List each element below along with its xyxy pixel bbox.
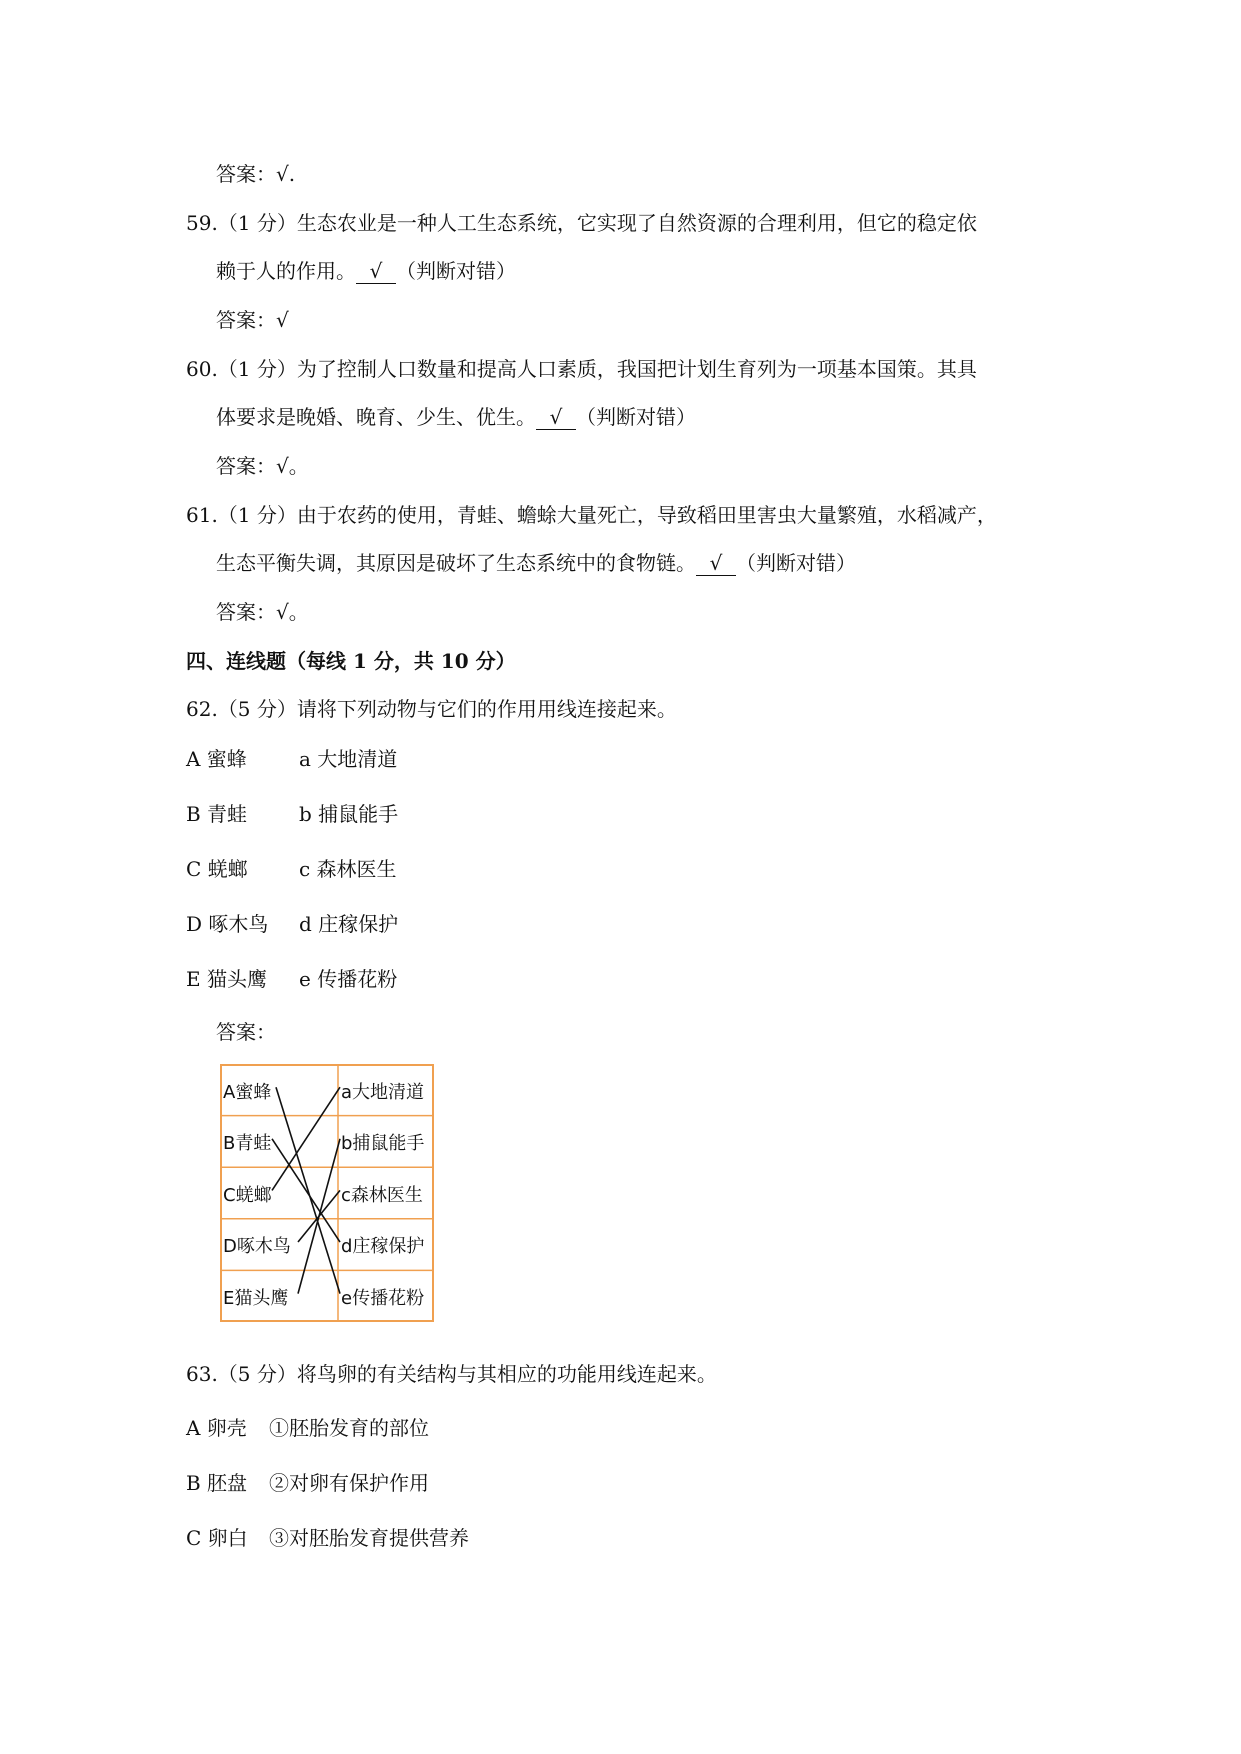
table-left-cell: E猫头鹰: [223, 1288, 289, 1309]
q62-row: [186, 800, 399, 828]
q63-right-item: ②对卵有保护作用: [269, 1471, 429, 1495]
q63-right-item: ③对胚胎发育提供营养: [269, 1526, 469, 1550]
match-line: [276, 1087, 340, 1293]
q62-left-item: A 蜜蜂: [186, 747, 247, 771]
q62-right-item: a 大地清道: [299, 747, 398, 771]
q59-stem-line1: 59.（1 分）生态农业是一种人工生态系统，它实现了自然资源的合理利用，但它的稳定依: [186, 211, 977, 235]
q63-row: [186, 1524, 469, 1552]
q62-right-item: d 庄稼保护: [299, 912, 399, 936]
q60-stem-line2: [216, 403, 696, 431]
q63-left-item: B 胚盘: [186, 1471, 248, 1495]
table-right-cell: b捕鼠能手: [341, 1133, 425, 1154]
match-lines: [272, 1087, 340, 1293]
q62-row: [186, 965, 398, 993]
table-left-cell: B青蛙: [223, 1133, 272, 1154]
q62-row: [186, 745, 398, 773]
match-line: [272, 1139, 340, 1242]
q59-stem-text: 赖于人的作用。: [216, 259, 356, 283]
q63-left-item: C 卵白: [186, 1526, 248, 1550]
table-right-cell: c森林医生: [341, 1185, 423, 1206]
q61-stem-line1: 61.（1 分）由于农药的使用，青蛙、蟾蜍大量死亡，导致稻田里害虫大量繁殖，水稻减产，: [186, 503, 997, 527]
table-left-cell: C蜣螂: [223, 1185, 272, 1206]
q61-judge-hint: （判断对错）: [736, 551, 856, 575]
q63-stem: 63.（5 分）将鸟卵的有关结构与其相应的功能用线连起来。: [186, 1362, 717, 1386]
q60-answer: 答案：√。: [216, 454, 309, 478]
matching-answer-table: [220, 1064, 434, 1322]
q62-right-item: c 森林医生: [299, 857, 397, 881]
q62-stem: 62.（5 分）请将下列动物与它们的作用用线连接起来。: [186, 697, 677, 721]
q62-answer-label: 答案：: [216, 1020, 276, 1044]
q60-judge-hint: （判断对错）: [576, 405, 696, 429]
q63-row: [186, 1469, 429, 1497]
q59-judge-hint: （判断对错）: [396, 259, 516, 283]
q62-row: [186, 910, 399, 938]
q59-stem-line2: [216, 257, 516, 285]
q62-left-item: B 青蛙: [186, 802, 248, 826]
q63-right-item: ①胚胎发育的部位: [269, 1416, 429, 1440]
q63-row: [186, 1414, 429, 1442]
q62-right-item: e 传播花粉: [299, 967, 398, 991]
q62-row: [186, 855, 397, 883]
table-right-cell: d庄稼保护: [341, 1236, 425, 1257]
q62-left-item: C 蜣螂: [186, 857, 248, 881]
q58-answer: 答案：√.: [216, 162, 296, 186]
q61-stem-line2: [216, 549, 856, 577]
q59-answer-blank: √: [356, 259, 396, 284]
q61-answer: 答案：√。: [216, 600, 309, 624]
q61-stem-text: 生态平衡失调，其原因是破坏了生态系统中的食物链。: [216, 551, 696, 575]
table-left-cell: D啄木鸟: [223, 1236, 291, 1257]
q62-left-item: E 猫头鹰: [186, 967, 267, 991]
q59-answer: 答案：√: [216, 308, 289, 332]
q60-answer-blank: √: [536, 405, 576, 430]
q62-left-item: D 啄木鸟: [186, 912, 269, 936]
section-heading: 四、连线题（每线 1 分，共 10 分）: [186, 649, 516, 673]
q60-stem-text: 体要求是晚婚、晚育、少生、优生。: [216, 405, 536, 429]
table-left-cell: A蜜蜂: [223, 1082, 272, 1103]
q62-right-item: b 捕鼠能手: [299, 802, 399, 826]
q63-left-item: A 卵壳: [186, 1416, 247, 1440]
table-right-cell: a大地清道: [341, 1082, 425, 1103]
q60-stem-line1: 60.（1 分）为了控制人口数量和提高人口素质，我国把计划生育列为一项基本国策。其具: [186, 357, 977, 381]
table-right-cell: e传播花粉: [341, 1288, 425, 1309]
q61-answer-blank: √: [696, 551, 736, 576]
